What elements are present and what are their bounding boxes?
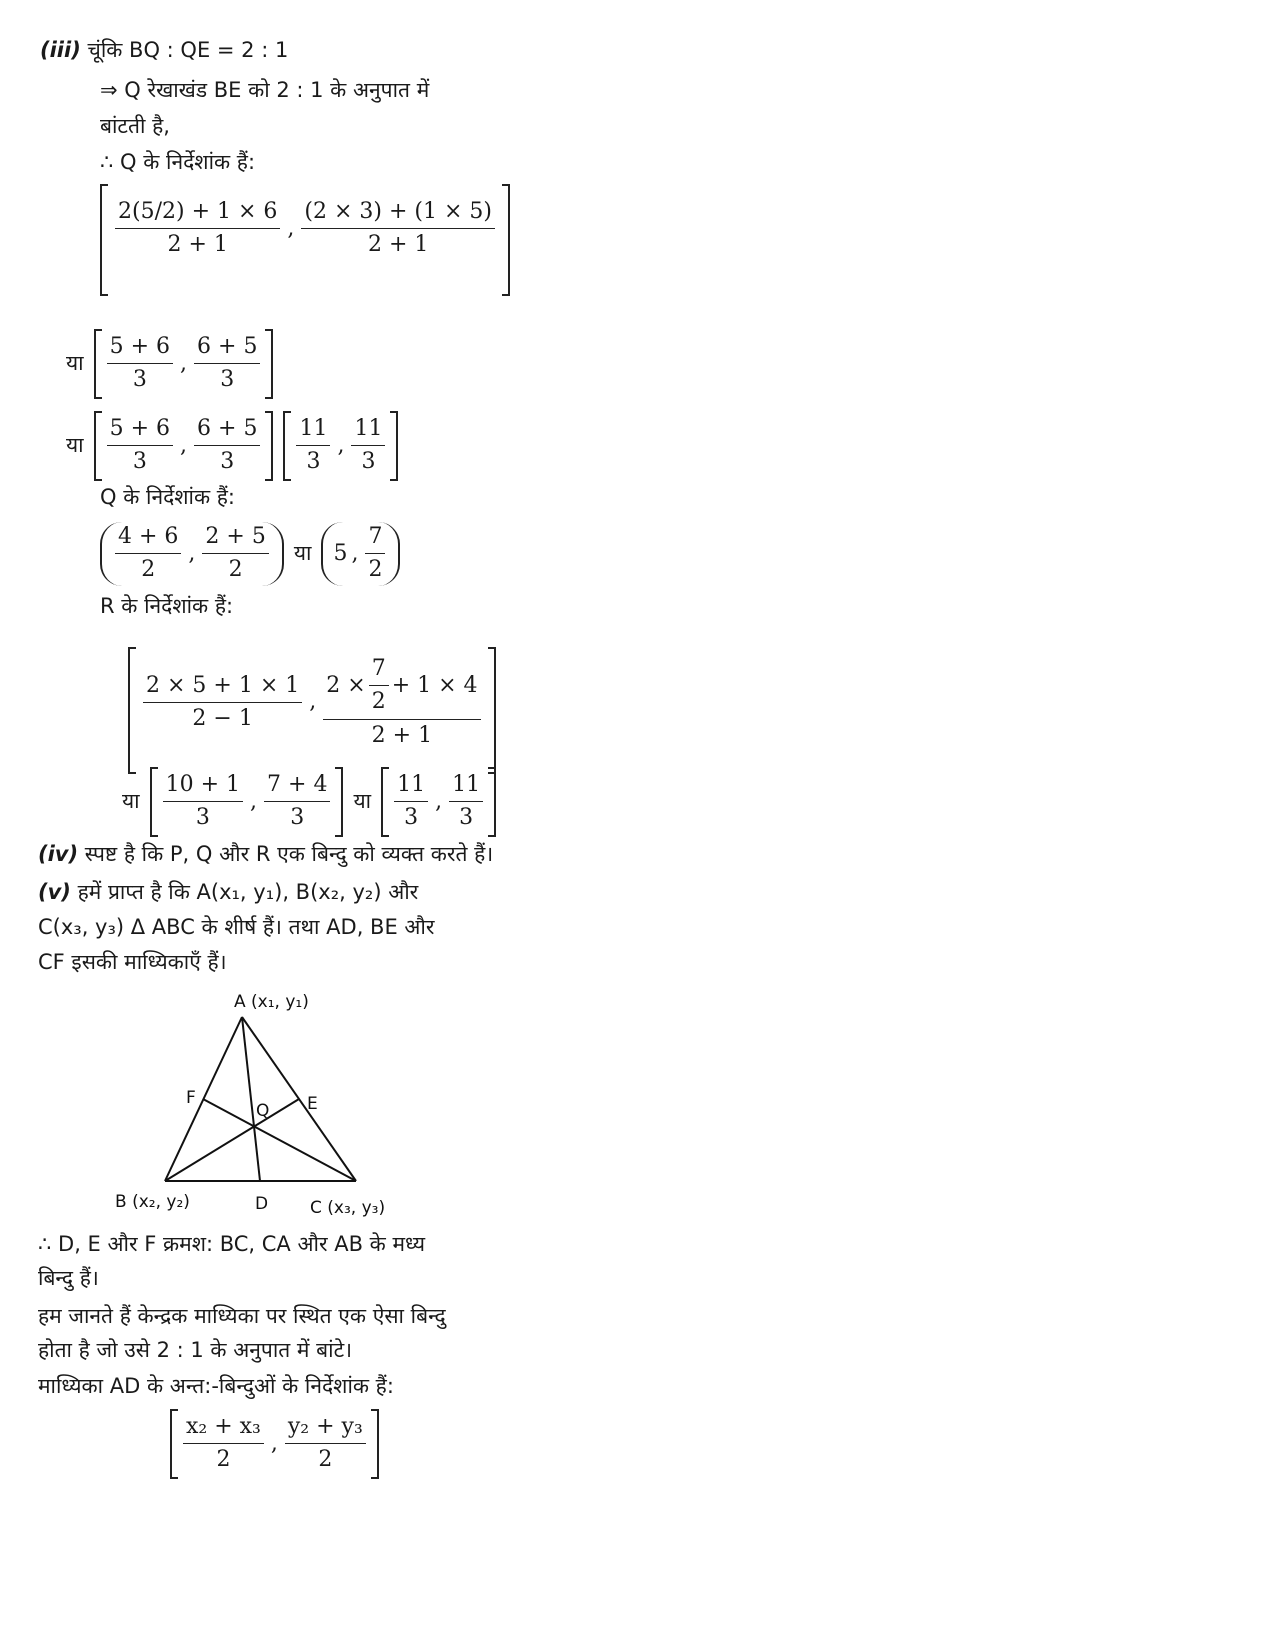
text-line: ∴ D, E और F क्रमश: BC, CA और AB के मध्य — [38, 1232, 426, 1256]
numerator: 2 × 5 + 1 × 1 — [143, 673, 302, 703]
denominator: 3 — [132, 449, 147, 475]
denominator: 2 + 1 — [167, 232, 228, 258]
formula-row: या $\frac{5 + 6}{3}$ , $\frac{6 + 5}{3}$ — [66, 330, 273, 398]
denominator: 3 — [459, 805, 474, 831]
vertex-a-label: A (x₁, y₁) — [234, 992, 309, 1012]
text-line: बिन्दु हैं। — [38, 1266, 99, 1290]
numerator: 6 + 5 — [194, 416, 260, 446]
q-coordinates-label: Q के निर्देशांक हैं: — [100, 485, 236, 509]
or-word: या — [122, 789, 140, 814]
denominator: 2 − 1 — [192, 706, 253, 732]
numerator-part: 2 × — [326, 672, 366, 698]
text-line: हमें प्राप्त है कि A(x₁, y₁), B(x₂, y₂) और — [77, 880, 419, 904]
formula-row: $\frac{4 + 6}{2}$ , $\frac{2 + 5}{2}$ या 5 , $\frac{7}{2}$ — [100, 522, 400, 586]
denominator: 3 — [361, 449, 376, 475]
part-label: (iii) — [40, 38, 81, 62]
point-f-label: F — [186, 1088, 196, 1108]
denominator: 3 — [220, 449, 235, 475]
formula-row: या $\frac{10 + 1}{3}$ , $\frac{7 + 4}{3}$ या $\frac{11}{3}$ , $\frac{11}{3}$ — [122, 768, 496, 836]
point-d-label: D — [255, 1194, 269, 1214]
denominator: 2 — [318, 1447, 333, 1473]
or-word: या — [293, 541, 312, 566]
part-iii-statement — [40, 38, 288, 63]
text-line: हम जानते हैं केन्द्रक माध्यिका पर स्थित एक ऐसा बिन्दु — [38, 1304, 446, 1328]
numerator: 4 + 6 — [115, 524, 181, 554]
part-label: (v) — [38, 880, 71, 904]
numerator: 11 — [449, 772, 483, 802]
x-value: 5 — [333, 540, 348, 566]
or-word: या — [66, 351, 84, 376]
numerator: 7 — [365, 524, 385, 554]
text-line: ∴ Q के निर्देशांक हैं: — [100, 150, 256, 174]
vertex-b-label: B (x₂, y₂) — [115, 1192, 190, 1212]
formula-ad-midpoint: $\frac{\text{x₂ + x₃}}{2}$ , $\frac{\text{y₂ + y₃}}{2}$ — [170, 1410, 379, 1478]
denominator: 3 — [195, 805, 210, 831]
denominator: 2 — [216, 1447, 231, 1473]
numerator: 11 — [351, 416, 385, 446]
or-word: या — [66, 433, 84, 458]
numerator: 11 — [296, 416, 330, 446]
numerator: 5 + 6 — [107, 416, 173, 446]
text-line: ⇒ Q रेखाखंड BE को 2 : 1 के अनुपात में — [100, 78, 430, 102]
numerator: y₂ + y₃ — [285, 1414, 366, 1444]
point-e-label: E — [307, 1094, 318, 1114]
denominator: 3 — [132, 367, 147, 393]
part-iv — [38, 842, 493, 867]
numerator: x₂ + x₃ — [183, 1414, 264, 1444]
denominator: 2 — [371, 689, 386, 715]
text-line: होता है जो उसे 2 : 1 के अनुपात में बांटे। — [38, 1338, 353, 1362]
triangle-medians-diagram — [110, 985, 410, 1225]
vertex-c-label: C (x₃, y₃) — [310, 1198, 386, 1218]
denominator: 3 — [290, 805, 305, 831]
numerator: 2(5/2) + 1 × 6 — [115, 199, 280, 229]
denominator: 2 — [368, 557, 383, 583]
formula-row: या $\frac{5 + 6}{3}$ , $\frac{6 + 5}{3}$ $\frac{11}{3}$ , $\frac{11}{3}$ — [66, 412, 398, 480]
denominator: 2 — [228, 557, 243, 583]
denominator: 2 + 1 — [371, 722, 433, 748]
denominator: 3 — [306, 449, 321, 475]
denominator: 3 — [220, 367, 235, 393]
part-iv-text: स्पष्ट है कि P, Q और R एक बिन्दु को व्यक्त करते हैं। — [84, 842, 494, 866]
numerator: 6 + 5 — [194, 334, 260, 364]
text-line: CF इसकी माध्यिकाएँ हैं। — [38, 950, 227, 974]
numerator: 11 — [394, 772, 428, 802]
numerator: 5 + 6 — [107, 334, 173, 364]
formula-q-coordinates: $\frac{2(5/2) + 1 \times 6}{2 + 1}$ , $\frac{(2 \times 3) + (1 \times 5)}{2 + 1}$ — [100, 185, 510, 295]
statement-text: चूंकि BQ : QE = 2 : 1 — [87, 38, 289, 62]
numerator: (2 × 3) + (1 × 5) — [301, 199, 495, 229]
text-line: C(x₃, y₃) Δ ABC के शीर्ष हैं। तथा AD, BE और — [38, 915, 435, 939]
denominator: 2 + 1 — [367, 232, 429, 258]
text-line: माध्यिका AD के अन्त:-बिन्दुओं के निर्देशांक हैं: — [38, 1374, 394, 1398]
numerator-part: + 1 × 4 — [391, 672, 478, 698]
r-coordinates-label: R के निर्देशांक हैं: — [100, 594, 234, 618]
numerator: 2 + 5 — [202, 524, 268, 554]
numerator: 10 + 1 — [163, 772, 243, 802]
part-v — [38, 880, 418, 905]
text-line: बांटती है, — [100, 114, 170, 138]
numerator: 7 — [369, 656, 389, 686]
part-label: (iv) — [38, 842, 79, 866]
centroid-q-label: Q — [256, 1101, 270, 1121]
median-ad — [242, 1017, 260, 1181]
denominator: 3 — [404, 805, 419, 831]
or-word: या — [353, 789, 372, 814]
denominator: 2 — [141, 557, 156, 583]
numerator: 7 + 4 — [264, 772, 330, 802]
formula-r-coordinates: $\frac{2 \times 5 + 1 \times 1}{2 - 1}$ , 2 × $\frac{7}{2}$ + 1 × 4 2 + 1 — [128, 648, 496, 773]
